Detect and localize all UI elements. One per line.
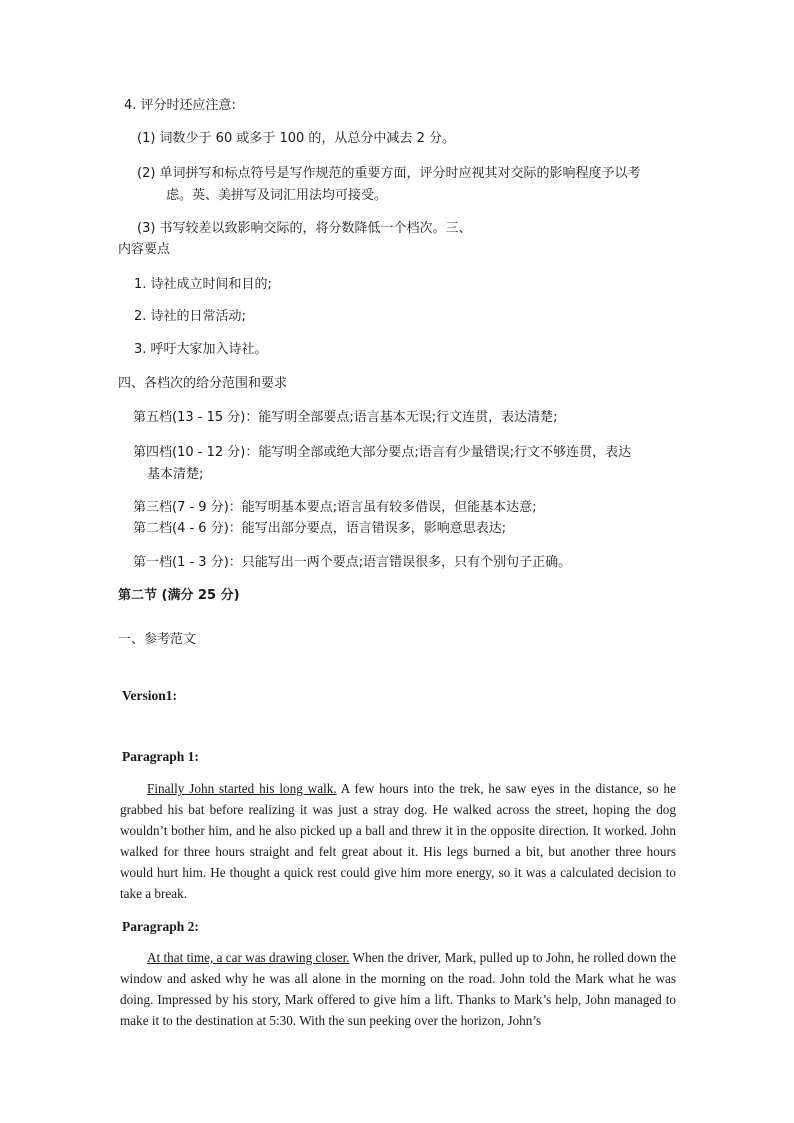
reference-essay-heading: 一、参考范文 bbox=[118, 632, 197, 647]
paragraph-2-heading: Paragraph 2: bbox=[122, 919, 199, 934]
rule-item-3-line-1: (3) 书写较差以致影响交际的，将分数降低一个档次。三、 bbox=[137, 221, 472, 236]
grading-heading: 四、各档次的给分范围和要求 bbox=[118, 376, 288, 391]
grade-level-3: 第三档(7 - 9 分)：能写明基本要点;语言虽有较多借误，但能基本达意; bbox=[133, 500, 537, 515]
paragraph-2-body: When the driver, Mark, pulled up to John, he rolled down the window and asked why he was all alone in the morning on the road. John told the Mark what he was doing. Impressed by his story, Mark offered to give him a lift. Thanks to Mark’s help, John managed to make it to the destination at 5:30. With the sun peeking over the horizon, John’s bbox=[120, 950, 677, 1028]
paragraph-1-heading: Paragraph 1: bbox=[122, 749, 199, 764]
paragraph-1-body: A few hours into the trek, he saw eyes in the distance, so he grabbed his bat before realizing it was just a stray dog. He walked across the street, hoping the dog wouldn’t bother him, and he also picked up a ball and threw it in the opposite direction. It worked. John walked for three hours straight and felt great about it. His legs burned a bit, but another three hours would hurt him. He thought a quick rest could give him more energy, so it was a calculated decision to take a break. bbox=[120, 781, 677, 901]
rule-item-2-line-2: 虑。英、美拼写及词汇用法均可接受。 bbox=[166, 188, 388, 203]
paragraph-1-lead-sentence: Finally John started his long walk. bbox=[147, 781, 337, 796]
grade-level-5: 第五档(13 - 15 分)：能写明全部要点;语言基本无误;行文连贯，表达清楚; bbox=[133, 410, 558, 425]
content-point-2: 2. 诗社的日常活动; bbox=[134, 309, 246, 324]
rules-heading: 4. 评分时还应注意: bbox=[124, 98, 236, 113]
content-point-1: 1. 诗社成立时间和目的; bbox=[134, 277, 272, 292]
paragraph-1-text bbox=[120, 778, 676, 904]
content-point-3: 3. 呼吁大家加入诗社。 bbox=[134, 342, 268, 357]
rule-item-1: (1) 词数少于 60 或多于 100 的，从总分中减去 2 分。 bbox=[137, 131, 455, 146]
section-2-heading: 第二节 (满分 25 分) bbox=[118, 588, 240, 603]
paragraph-2-lead-sentence: At that time, a car was drawing closer. bbox=[147, 950, 350, 965]
grade-level-2: 第二档(4 - 6 分)：能写出部分要点，语言错误多，影响意思表达; bbox=[133, 521, 507, 536]
version-heading: Version1: bbox=[122, 688, 178, 703]
grade-level-4-line-1: 第四档(10 - 12 分)：能写明全部或绝大部分要点;语言有少量错误;行文不够连贯，表达 bbox=[133, 445, 632, 460]
grade-level-1: 第一档(1 - 3 分)：只能写出一两个要点;语言错误很多，只有个别句子正确。 bbox=[133, 555, 572, 570]
rule-item-2-line-1: (2) 单词拼写和标点符号是写作规范的重要方面，评分时应视其对交际的影响程度予以考 bbox=[137, 166, 641, 181]
paragraph-2-text bbox=[120, 947, 676, 1031]
grade-level-4-line-2: 基本清楚; bbox=[147, 467, 204, 482]
content-points-heading: 内容要点 bbox=[118, 242, 171, 257]
